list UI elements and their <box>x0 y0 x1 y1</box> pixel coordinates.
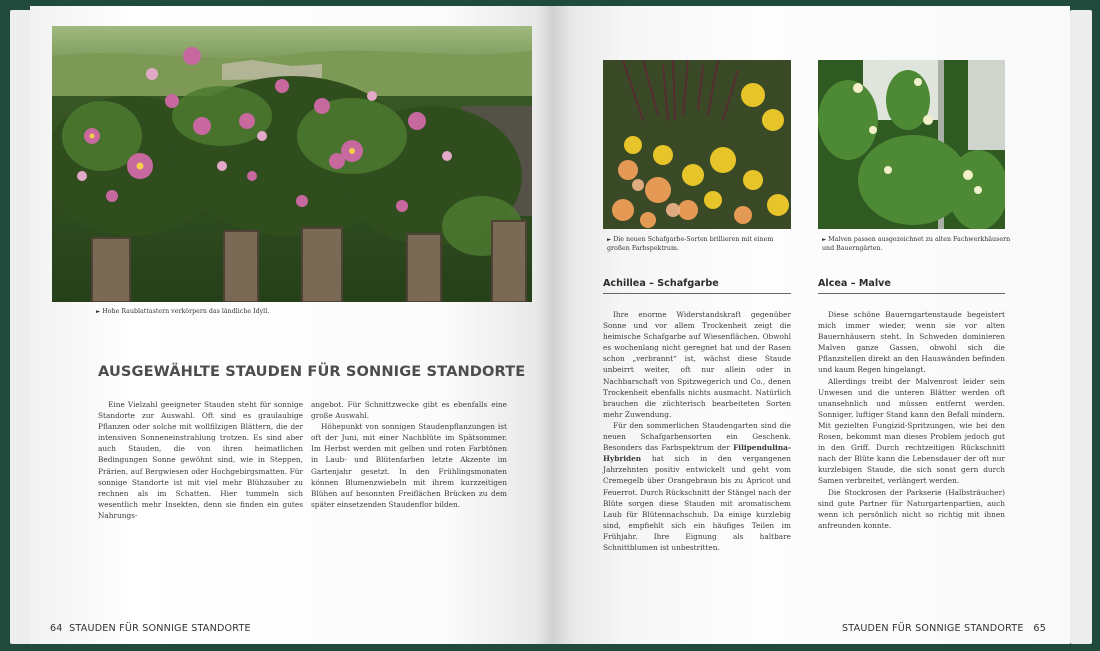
paragraph: Allerdings treibt der Malvenrost leider sein Unwesen und die unteren Blätter werden oft unansehnlich und müssen entfernt werden. Sonniger, luftiger Stand kann den Befall mindern. Mit gezielten Fungizid-Spritzungen, wie bei den Rosen, bekommt man dieses Problem jedoch gut in den Griff. Durch rechtzeitigen Rückschnitt nach der Blüte kann die Lebensdauer der oft nur kurzlebigen Staude, die sich sonst gern durch Samen verbreitet, verlängert werden. <box>818 376 1005 486</box>
alcea-caption: ► Malven passen ausgezeichnet zu alten Fachwerkhäusern und Bauerngärten. <box>822 236 1011 252</box>
achillea-photo <box>603 60 791 229</box>
paragraph: angebot. Für Schnittzwecke gibt es ebenfalls eine große Auswahl. <box>311 400 507 421</box>
right-page-footer <box>842 623 1046 634</box>
paragraph: Eine Vielzahl geeigneter Stauden steht für sonnige Standorte zur Auswahl. Oft sind es graulaubige Pflanzen oder solche mit wollfilzigen Blättern, die der intensiven Sonneneinstrahlung trotzen. Es sind aber auch Stauden, die von ihren heimatlichen Bedingungen Sonne gewöhnt sind, wie in Steppen, Prärien, auf Bergwiesen oder Hochgebirgsmatten. Für sonnige Standorte ist mit viel mehr Blühzauber zu rechnen als im Schatten. Hier tummeln sich wesentlich mehr Insekten, denn sie finden ein gutes Nahrungs- <box>98 400 303 520</box>
photo-caption: ► Hohe Raublattastern verkörpern das ländliche Idyll. <box>96 308 270 315</box>
page-number: 64 <box>50 623 63 634</box>
paragraph: Für den sommerlichen Staudengarten sind die neuen Schafgarbensorten ein Geschenk. Besonders das Farbspektrum der Filipendulina-Hybriden hat sich in den vergangenen Jahrzehnten positiv entwickelt und geht vom Cremegelb über Orangebraun bis zu Apricot und Feuerrot. Durch Rückschnitt der Stängel nach der Blüte sorgen diese Stauden mit aromatischem Laub für Blütennachschub. Da einige kurzlebig sind, empfiehlt sich ein häufiges Teilen im Frühjahr. Ihre Eignung als haltbare Schnittblumen ist unbestritten. <box>603 420 791 552</box>
alcea-photo <box>818 60 1005 229</box>
right-page-edges <box>1070 10 1092 644</box>
paragraph: Die Stockrosen der Parkserie (Halbsträucher) sind gute Partner für Naturgartenpartien, auch wenn ich persönlich nicht so richtig mit ihnen anfreunden konnte. <box>818 487 1005 530</box>
aster-garden-photo <box>52 26 532 302</box>
alcea-heading: Alcea – Malve <box>818 278 891 289</box>
open-book <box>10 6 1092 646</box>
left-text-column-1 <box>98 399 303 521</box>
section-heading: AUSGEWÄHLTE STAUDEN FÜR SONNIGE STANDORTE <box>98 363 526 380</box>
achillea-heading-rule <box>603 293 791 294</box>
paragraph: Ihre enorme Widerstandskraft gegenüber Sonne und vor allem Trockenheit zeigt die heimische Schafgarbe auf Wiesenflächen. Obwohl es wochenlang nicht geregnet hat und der Rasen schon „verbrannt“ ist, wächst diese Staude unbeirrt weiter, oft nur allein oder in Nachbarschaft von Spitzwegerich und Co., denen Trockenheit ebenfalls nichts ausmacht. Natürlich brauchen die züchterisch bearbeiteten Sorten mehr Zuwendung. <box>603 310 791 419</box>
alcea-heading-rule <box>818 293 1005 294</box>
achillea-caption: ► Die neuen Schafgarbe-Sorten brillieren mit einem großen Farbspektrum. <box>607 236 774 252</box>
paragraph: Diese schöne Bauerngartenstaude begeistert mich immer wieder, wenn sie vor alten Bauernhäusern steht. In Schweden dominieren Malven ganze Gassen, obwohl sich die Pflanzstellen direkt an den Hauswänden befinden und kaum Regen hingelangt. <box>818 310 1005 375</box>
achillea-heading: Achillea – Schafgarbe <box>603 278 719 289</box>
alcea-text-column <box>818 309 1005 531</box>
achillea-text-column <box>603 309 791 553</box>
paragraph: Höhepunkt von sonnigen Staudenpflanzungen ist oft der Juni, mit einer Nachblüte im Spätsommer. Im Herbst werden mit gelben und roten Farbtönen in Laub- und Blütenfarben letzte Akzente im Gartenjahr gesetzt. In den Frühlingsmonaten können Blumenzwiebeln mit ihrem kurzzeitigen Blühen auf besonnten Freiflächen Brücken zu dem später einsetzenden Staudenflor bilden. <box>311 422 507 509</box>
left-page-footer <box>50 623 251 634</box>
running-title: STAUDEN FÜR SONNIGE STANDORTE <box>841 623 1024 634</box>
running-title: STAUDEN FÜR SONNIGE STANDORTE <box>69 623 251 634</box>
right-page <box>551 6 1070 644</box>
page-number: 65 <box>1033 623 1046 634</box>
left-text-column-2 <box>311 399 507 510</box>
left-page <box>30 6 551 644</box>
